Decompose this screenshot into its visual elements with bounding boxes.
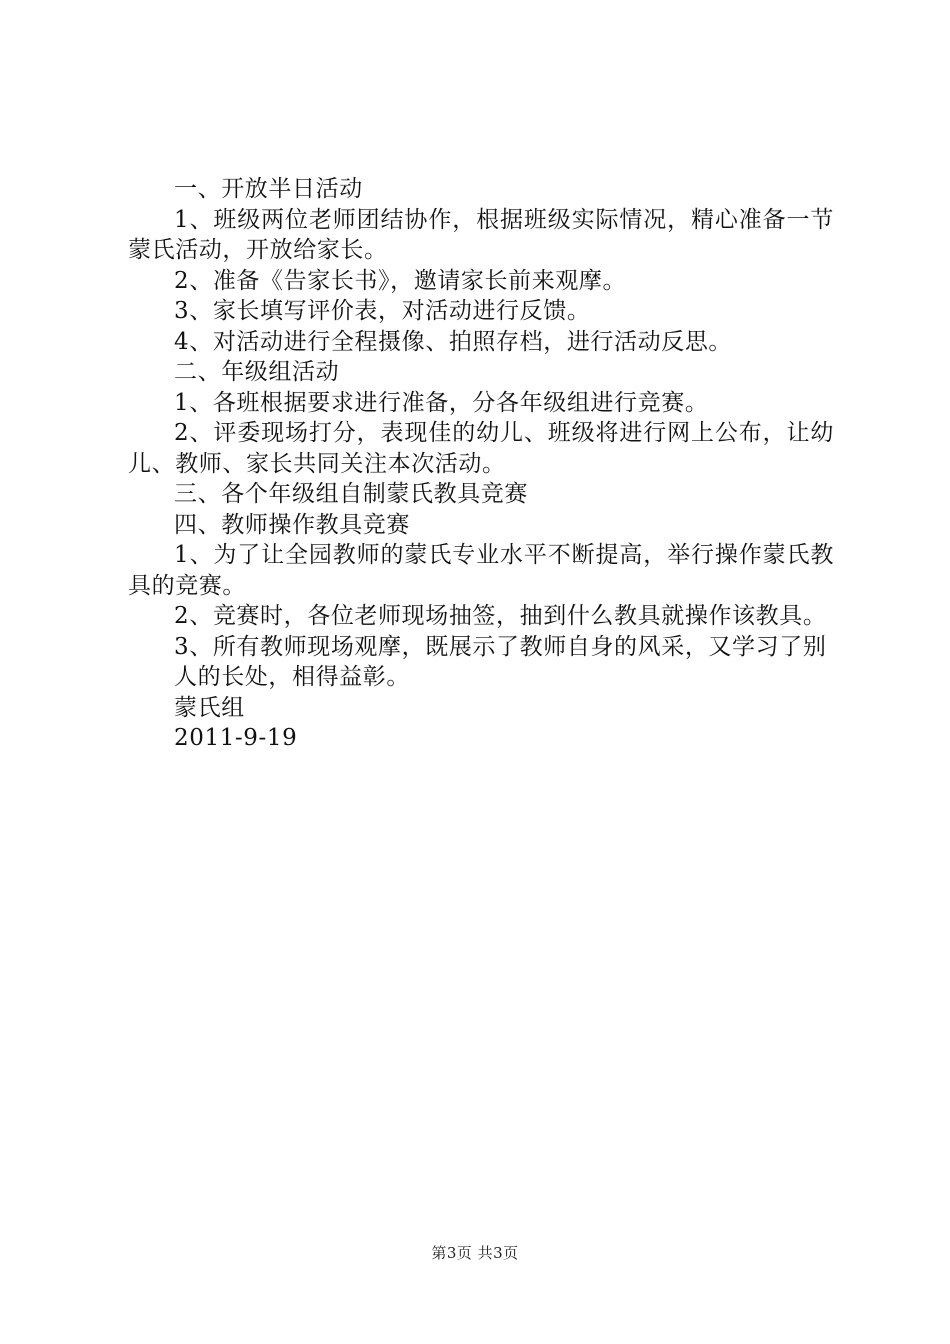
section-heading-1: 一、开放半日活动 (174, 176, 363, 202)
paragraph: 1、班级两位老师团结协作，根据班级实际情况，精心准备一节蒙氏活动，开放给家长。 (128, 206, 834, 263)
section-heading-3: 三、各个年级组自制蒙氏教具竞赛 (174, 481, 528, 507)
paragraph: 2、准备《告家长书》，邀请家长前来观摩。 (174, 267, 627, 294)
signature-date: 2011-9-19 (174, 725, 298, 751)
paragraph: 1、各班根据要求进行准备，分各年级组进行竞赛。 (174, 389, 709, 416)
paragraph-continuation: 人的长处，相得益彰。 (174, 664, 410, 690)
document-body (128, 174, 834, 754)
paragraph: 1、为了让全园教师的蒙氏专业水平不断提高，举行操作蒙氏教具的竞赛。 (128, 542, 834, 599)
paragraph: 4、对活动进行全程摄像、拍照存档，进行活动反思。 (174, 328, 733, 355)
paragraph: 3、所有教师现场观摩，既展示了教师自身的风采，又学习了别 (174, 633, 827, 660)
paragraph: 3、家长填写评价表，对活动进行反馈。 (174, 298, 591, 324)
paragraph: 2、评委现场打分，表现佳的幼儿、班级将进行网上公布，让幼儿、教师、家长共同关注本次活动。 (128, 420, 834, 477)
page-number-footer: 第3页 共3页 (431, 1244, 519, 1262)
paragraph: 2、竞赛时，各位老师现场抽签，抽到什么教具就操作该教具。 (174, 603, 827, 629)
section-heading-4: 四、教师操作教具竞赛 (174, 511, 410, 538)
section-heading-2: 二、年级组活动 (174, 359, 340, 385)
signature-group: 蒙氏组 (174, 694, 245, 721)
